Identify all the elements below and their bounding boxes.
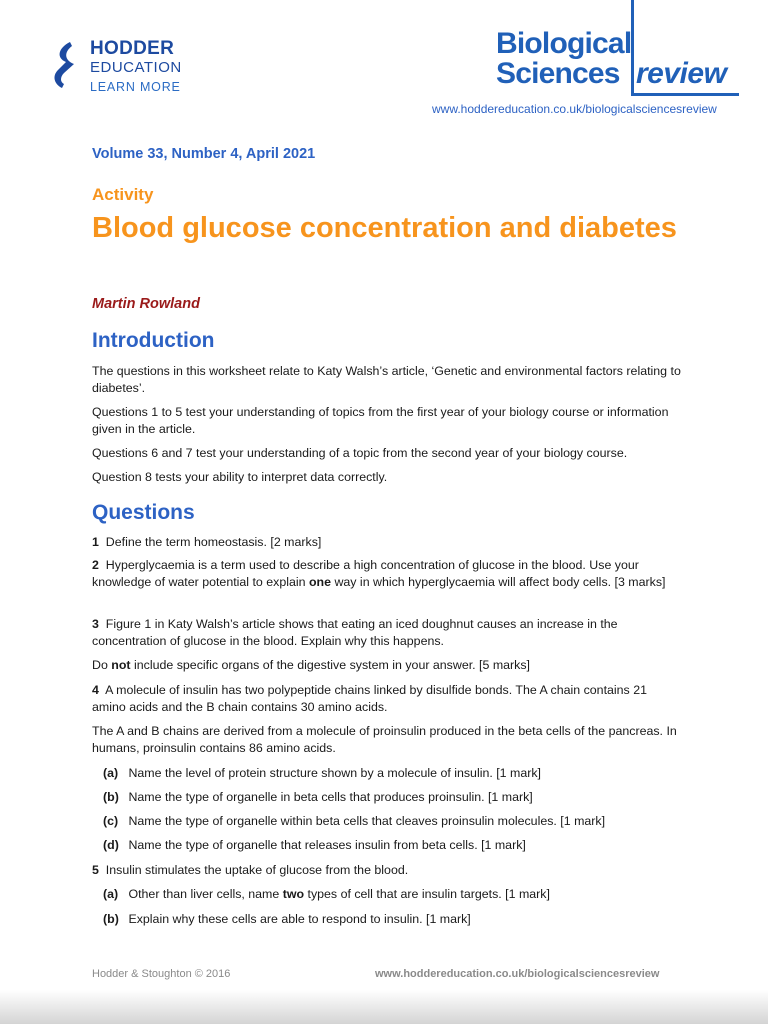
note-text: Do	[92, 658, 112, 672]
question-text: way in which hyperglycaemia will affect body cells. [3 marks]	[331, 575, 666, 589]
question-text: A molecule of insulin has two polypeptide chains linked by disulfide bonds. The A chain contains 21 amino acids and the B chain contains 30 amino acids.	[92, 683, 647, 714]
header-url-link[interactable]: www.hoddereducation.co.uk/biologicalsciencesreview	[432, 102, 717, 116]
emphasis-text: not	[111, 658, 131, 672]
magazine-title-line2: Sciences	[496, 57, 620, 90]
footer-url-link[interactable]: www.hoddereducation.co.uk/biologicalsciencesreview	[375, 968, 660, 980]
question-number: 5	[92, 863, 99, 877]
intro-paragraph: Questions 6 and 7 test your understanding of a topic from the second year of your biology course.	[92, 446, 628, 460]
question-4b	[103, 789, 693, 806]
intro-paragraph: Questions 1 to 5 test your understanding of topics from the first year of your biology course or information given in the article.	[92, 405, 669, 436]
article-author: Martin Rowland	[92, 296, 200, 312]
part-text: types of cell that are insulin targets. [1 mark]	[304, 887, 550, 901]
question-3	[92, 616, 682, 650]
questions-heading: Questions	[92, 501, 195, 524]
emphasis-text: one	[308, 575, 332, 589]
part-label: (b)	[103, 912, 119, 926]
publisher-tagline: LEARN MORE	[90, 80, 181, 94]
part-text: Name the type of organelle that releases insulin from beta cells. [1 mark]	[128, 838, 526, 852]
volume-info: Volume 33, Number 4, April 2021	[92, 146, 316, 162]
biological-sciences-review-logo	[496, 28, 756, 98]
question-4a	[103, 765, 693, 782]
question-5b	[103, 911, 693, 928]
part-label: (d)	[103, 838, 119, 852]
publisher-name: HODDER	[90, 38, 175, 59]
question-5	[92, 862, 682, 879]
article-kicker: Activity	[92, 185, 154, 204]
question-3-note	[92, 657, 682, 674]
note-text: include specific organs of the digestive system in your answer. [5 marks]	[130, 658, 530, 672]
article-title: Blood glucose concentration and diabetes	[92, 212, 677, 244]
question-text: Define the term homeostasis. [2 marks]	[105, 535, 322, 549]
introduction-heading: Introduction	[92, 329, 215, 352]
question-4-context: The A and B chains are derived from a molecule of proinsulin produced in the beta cells of the pancreas. In humans, proinsulin contains 86 amino acids.	[92, 724, 677, 755]
part-text: Other than liver cells, name	[128, 887, 283, 901]
part-text: Name the type of organelle in beta cells that produces proinsulin. [1 mark]	[128, 790, 533, 804]
footer-copyright: Hodder & Stoughton © 2016	[92, 968, 231, 980]
emphasis-text: two	[282, 887, 305, 901]
question-number: 3	[92, 617, 99, 631]
intro-paragraph: The questions in this worksheet relate to Katy Walsh’s article, ‘Genetic and environmental factors relating to diabetes’.	[92, 364, 681, 395]
question-text: Hyperglycaemia is a term used to describe a high concentration of glucose in the blood. Use your knowledge of water potential to explain	[92, 558, 639, 589]
part-text: Name the type of organelle within beta cells that cleaves proinsulin molecules. [1 mark]	[128, 814, 606, 828]
part-label: (a)	[103, 766, 119, 780]
question-2	[92, 557, 682, 591]
magazine-title-line3: review	[636, 57, 727, 90]
part-label: (c)	[103, 814, 119, 828]
question-4	[92, 682, 682, 716]
part-label: (a)	[103, 887, 119, 901]
question-text: Insulin stimulates the uptake of glucose from the blood.	[105, 863, 409, 877]
page-bottom-shadow	[0, 990, 768, 1024]
question-text: Figure 1 in Katy Walsh’s article shows that eating an iced doughnut causes an increase in the concentration of glucose in the blood. Explain why this happens.	[92, 617, 618, 648]
question-4c	[103, 813, 693, 830]
part-label: (b)	[103, 790, 119, 804]
part-text: Name the level of protein structure shown by a molecule of insulin. [1 mark]	[128, 766, 541, 780]
question-number: 4	[92, 683, 99, 697]
hodder-swirl-icon	[50, 40, 84, 90]
question-4d	[103, 837, 693, 854]
question-number: 2	[92, 558, 99, 572]
part-text: Explain why these cells are able to respond to insulin. [1 mark]	[128, 912, 471, 926]
question-5a	[103, 886, 693, 903]
question-number: 1	[92, 535, 99, 549]
publisher-subname: EDUCATION	[90, 59, 182, 76]
magazine-title-line1: Biological	[496, 27, 632, 60]
logo-vertical-bar	[631, 0, 634, 96]
logo-underline-bar	[631, 93, 739, 96]
question-1	[92, 534, 682, 551]
intro-paragraph: Question 8 tests your ability to interpret data correctly.	[92, 470, 388, 484]
